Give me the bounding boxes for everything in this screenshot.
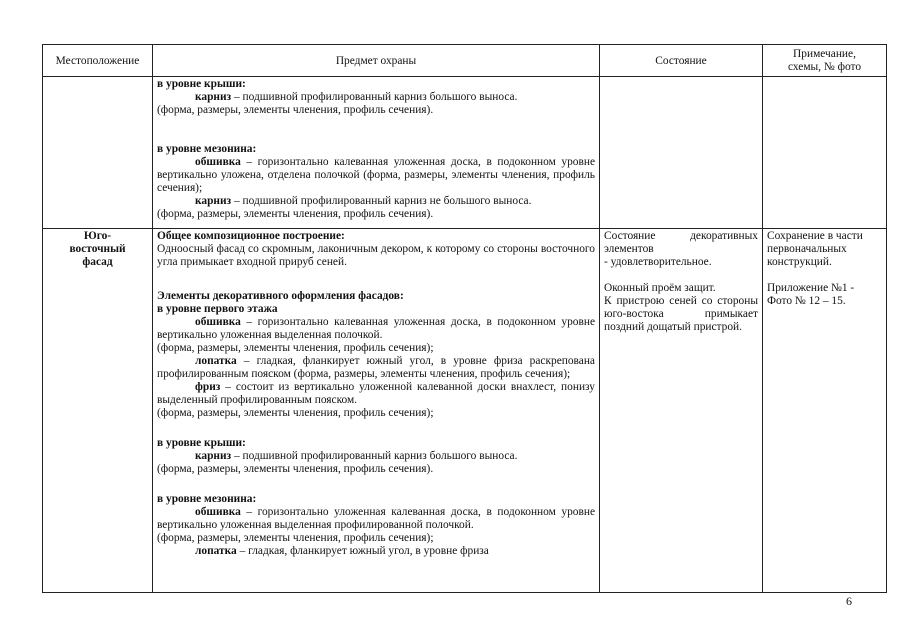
- roof-cornice-text-2: – подшивной профилированный карниз большого выноса.: [231, 450, 518, 462]
- roof-level-heading: в уровне крыши:: [157, 78, 246, 90]
- first-floor-cladding-item: [157, 316, 595, 342]
- composition-text: Одноосный фасад со скромным, лаконичным декором, к которому со стороны восточного угла примыкает входной прируб сеней.: [157, 243, 595, 268]
- mezzanine-cladding-text-2: – горизонтально уложенная калеванная доска, в подоконном уровне вертикально уложенная выделенная профилированной полочкой.: [157, 506, 595, 531]
- location-line-3: фасад: [82, 256, 113, 268]
- state-window-opening: Оконный проём защит.: [604, 282, 716, 294]
- mezzanine-blade-term: лопатка: [195, 545, 237, 557]
- table-row-southeast-facade: [43, 229, 887, 593]
- composition-heading: Общее композиционное построение:: [157, 230, 345, 242]
- roof-cornice-item: [157, 91, 595, 104]
- header-note: [763, 45, 887, 77]
- mezzanine-cornice-params: (форма, размеры, элементы членения, профиль сечения).: [157, 208, 434, 220]
- first-floor-heading: в уровне первого этажа: [157, 303, 278, 315]
- page-number: 6: [846, 594, 852, 608]
- cell-state-southeast: [600, 229, 763, 593]
- cell-state-empty: [600, 77, 763, 229]
- cell-location-southeast: [43, 229, 153, 593]
- cell-subject-continuation: [153, 77, 600, 229]
- first-floor-frieze-item: [157, 381, 595, 407]
- cell-note-empty: [763, 77, 887, 229]
- state-annex: К пристрою сеней со стороны юго-востока примыкает поздний дощатый пристрой.: [604, 295, 758, 333]
- mezzanine-cladding-params-2: (форма, размеры, элементы членения, профиль сечения);: [157, 532, 434, 544]
- location-line-1: Юго-: [83, 230, 112, 242]
- mezzanine-cladding-item-2: [157, 506, 595, 532]
- roof-cornice-item-2: [157, 450, 595, 463]
- location-line-2: восточный: [69, 243, 126, 255]
- mezzanine-cladding-term: обшивка: [195, 156, 241, 168]
- first-floor-cladding-term: обшивка: [195, 316, 241, 328]
- first-floor-cladding-params: (форма, размеры, элементы членения, профиль сечения);: [157, 342, 434, 354]
- first-floor-cladding-text: – горизонтально калеванная уложенная доска, в подоконном уровне вертикально уложенная выделенная полочкой.: [157, 316, 595, 341]
- header-note-line-1: Примечание,: [793, 48, 856, 60]
- roof-cornice-term-2: карниз: [195, 450, 232, 462]
- mezzanine-cornice-text: – подшивной профилированный карниз не большого выноса.: [231, 195, 532, 207]
- first-floor-blade-term: лопатка: [195, 355, 237, 367]
- note-preservation: Сохранение в части первоначальных конструкций.: [767, 230, 863, 268]
- mezzanine-blade-text: – гладкая, фланкирует южный угол, в уровне фриза: [236, 545, 489, 557]
- roof-cornice-params: (форма, размеры, элементы членения, профиль сечения).: [157, 104, 434, 116]
- table-row-continuation: [43, 77, 887, 229]
- decor-heading: Элементы декоративного оформления фасадов:: [157, 290, 404, 302]
- mezzanine-cornice-term: карниз: [195, 195, 232, 207]
- header-subject: Предмет охраны: [153, 45, 600, 77]
- note-appendix: Приложение №1 - Фото № 12 – 15.: [767, 282, 855, 307]
- state-satisfactory: - удовлетворительное.: [604, 256, 712, 268]
- mezzanine-cladding-item: [157, 156, 595, 195]
- mezzanine-level-heading: в уровне мезонина:: [157, 143, 257, 155]
- first-floor-frieze-text: – состоит из вертикально уложенной калеванной доски внахлест, понизу выделенный профилированным пояском.: [157, 381, 595, 406]
- mezzanine-blade-item: [157, 545, 595, 558]
- first-floor-frieze-params: (форма, размеры, элементы членения, профиль сечения);: [157, 407, 434, 419]
- mezzanine-cornice-item: [157, 195, 595, 208]
- header-note-line-2: схемы, № фото: [787, 61, 862, 73]
- protection-subject-table: [42, 44, 887, 593]
- roof-cornice-text: – подшивной профилированный карниз большого выноса.: [231, 91, 518, 103]
- first-floor-blade-item: [157, 355, 595, 381]
- cell-subject-southeast: [153, 229, 600, 593]
- mezzanine-level-heading-2: в уровне мезонина:: [157, 493, 257, 505]
- cell-note-southeast: [763, 229, 887, 593]
- first-floor-blade-text: – гладкая, фланкирует южный угол, в уровне фриза раскрепована профилированным пояском (форма, размеры, элементы членения, профиль сечения);: [157, 355, 595, 380]
- header-location: Местоположение: [43, 45, 153, 77]
- state-decorative: Состояние декоративных элементов: [604, 230, 758, 255]
- first-floor-frieze-term: фриз: [195, 381, 221, 393]
- cell-location-empty: [43, 77, 153, 229]
- mezzanine-cladding-term-2: обшивка: [195, 506, 241, 518]
- roof-cornice-params-2: (форма, размеры, элементы членения, профиль сечения).: [157, 463, 434, 475]
- mezzanine-cladding-text: – горизонтально калеванная уложенная доска, в подоконном уровне вертикально уложена, отделена полочкой (форма, размеры, элементы членения, профиль сечения);: [157, 156, 595, 194]
- roof-level-heading-2: в уровне крыши:: [157, 437, 246, 449]
- roof-cornice-term: карниз: [195, 91, 232, 103]
- header-state: Состояние: [600, 45, 763, 77]
- table-header-row: [43, 45, 887, 77]
